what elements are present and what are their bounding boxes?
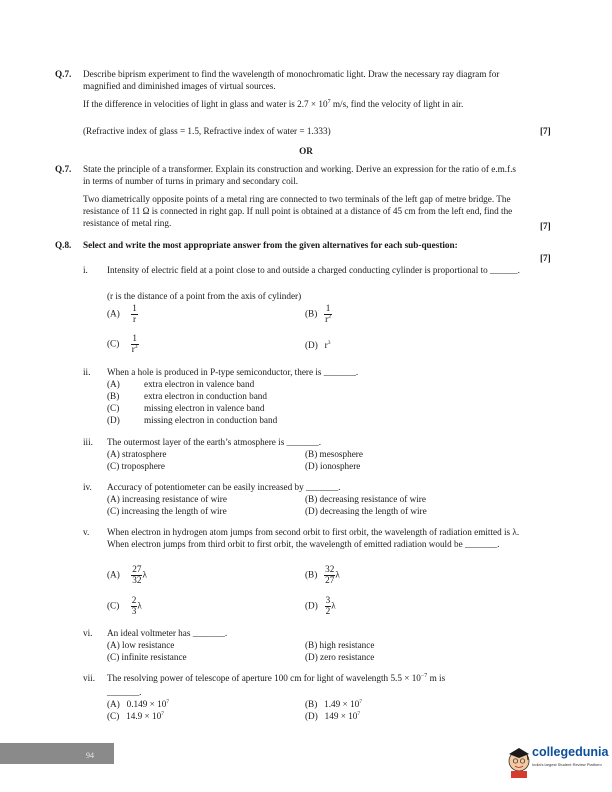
q7a-text: Describe biprism experiment to find the wavelength of monochromatic light. Draw the necessary ray diagram for magnified and diminished images of virtual sources. [83, 69, 500, 91]
subq-vii-text: The resolving power of telescope of aperture 100 cm for light of wavelength $5.5 \times 10^{-7}$ m is [107, 673, 446, 684]
subq-vi-text: An ideal voltmeter has _______. [107, 628, 228, 638]
q8-instruction: Select and write the most appropriate answer from the given alternatives for each sub-question: [83, 240, 458, 250]
q8-marks: [7] [540, 253, 551, 263]
q7a-given: (Refractive index of glass = 1.5, Refractive index of water = 1.333) [83, 126, 331, 136]
subq-i-number: i. [83, 265, 88, 275]
subq-iii-number: iii. [83, 437, 93, 447]
q7b-problem: Two diametrically opposite points of a metal ring are connected to two terminals of the left gap of metre bridge. The resistance of 11 Ω is connected in right gap. If null point is obtained at a distance of 45 cm from the left end, find the resistance of metal ring. [83, 194, 513, 228]
subq-ii-option-c: (C) missing electron in valence band [107, 403, 265, 413]
subq-ii-option-b: (B) extra electron in conduction band [107, 391, 267, 401]
subq-vii-number: vii. [83, 673, 95, 683]
subq-ii-option-a: (A) extra electron in valence band [107, 379, 255, 389]
subq-iv-text: Accuracy of potentiometer can be easily increased by _______. [107, 482, 341, 492]
subq-iii-option-c: (C) troposphere [107, 461, 165, 471]
subq-v-option-d: (D) $\frac{3}{2}$ λ [305, 595, 336, 616]
subq-iii-text: The outermost layer of the earth’s atmosphere is _______. [107, 437, 322, 447]
subq-iv-option-c: (C) increasing the length of wire [107, 506, 227, 516]
q7b-text: State the principle of a transformer. Explain its construction and working. Derive an expression for the ratio of e.m.f.s in terms of number of turns in primary and secondary coil. [83, 164, 516, 186]
subq-iii-option-d: (D) ionosphere [305, 461, 361, 471]
subq-ii-number: ii. [83, 367, 91, 377]
question-number-7a: Q.7. [55, 69, 72, 79]
subq-v-number: v. [83, 527, 90, 537]
subq-ii-option-d: (D) missing electron in conduction band [107, 415, 278, 425]
q7b-marks: [7] [540, 221, 551, 231]
subq-vii-option-d: (D) $149 \times 10^7$ [305, 711, 361, 722]
or-separator: OR [299, 146, 313, 156]
subq-i-option-b: (B) $\frac{1}{r^2}$ [305, 303, 331, 324]
subq-iv-option-d: (D) decreasing the length of wire [305, 506, 427, 516]
subq-i-text: Intensity of electric field at a point close to and outside a charged conducting cylinder is proportional to ______. [107, 265, 520, 275]
subq-i-option-a: (A) $\frac{1}{r}$ [107, 303, 137, 324]
subq-iv-option-a: (A) increasing resistance of wire [107, 494, 227, 504]
subq-vii-option-c: (C) $14.9 \times 10^7$ [107, 711, 164, 722]
subq-vi-option-c: (C) infinite resistance [107, 652, 187, 662]
subq-iii-option-a: (A) stratosphere [107, 449, 167, 459]
q7a-problem: If the difference in velocities of light in glass and water is $2.7 \times 10^7$ m/s, find the velocity of light in air. [83, 99, 464, 110]
subq-vi-number: vi. [83, 628, 93, 638]
question-number-8: Q.8. [55, 240, 72, 250]
footer-page-bar [0, 743, 114, 764]
question-number-7b: Q.7. [55, 164, 72, 174]
subq-v-option-a: (A) $\frac{27}{32}$ λ [107, 564, 147, 585]
subq-vi-option-b: (B) high resistance [305, 640, 375, 650]
subq-vi-option-d: (D) zero resistance [305, 652, 375, 662]
subq-i-note: (r is the distance of a point from the axis of cylinder) [107, 291, 302, 301]
subq-ii-text: When a hole is produced in P-type semiconductor, there is _______. [107, 367, 359, 377]
q7a-marks: [7] [540, 126, 551, 136]
subq-vii-option-a: (A) $0.149 \times 10^7$ [107, 699, 170, 710]
subq-v-text: When electron in hydrogen atom jumps from second orbit to first orbit, the wavelength of radiation emitted is λ. When electron jumps from third orbit to first orbit, the wavelength of emitted radiation would be _______. [107, 527, 520, 549]
subq-vii-blank: _______. [107, 687, 142, 697]
subq-i-option-d: (D) $r^3$ [305, 340, 331, 351]
brand-tagline: India's largest Student Review Platform [532, 762, 602, 767]
subq-i-option-c: (C) $\frac{1}{r^3}$ [107, 333, 138, 354]
subq-v-option-b: (B) $\frac{32}{27}$ λ [305, 564, 340, 585]
subq-iv-number: iv. [83, 482, 92, 492]
subq-iii-option-b: (B) mesosphere [305, 449, 363, 459]
subq-iv-option-b: (B) decreasing resistance of wire [305, 494, 426, 504]
page-number: 94 [86, 751, 94, 760]
subq-vii-option-b: (B) $1.49 \times 10^7$ [305, 699, 362, 710]
subq-v-option-c: (C) $\frac{2}{3}$ λ [107, 595, 142, 616]
subq-vi-option-a: (A) low resistance [107, 640, 175, 650]
brand-name: collegedunia [532, 745, 609, 759]
